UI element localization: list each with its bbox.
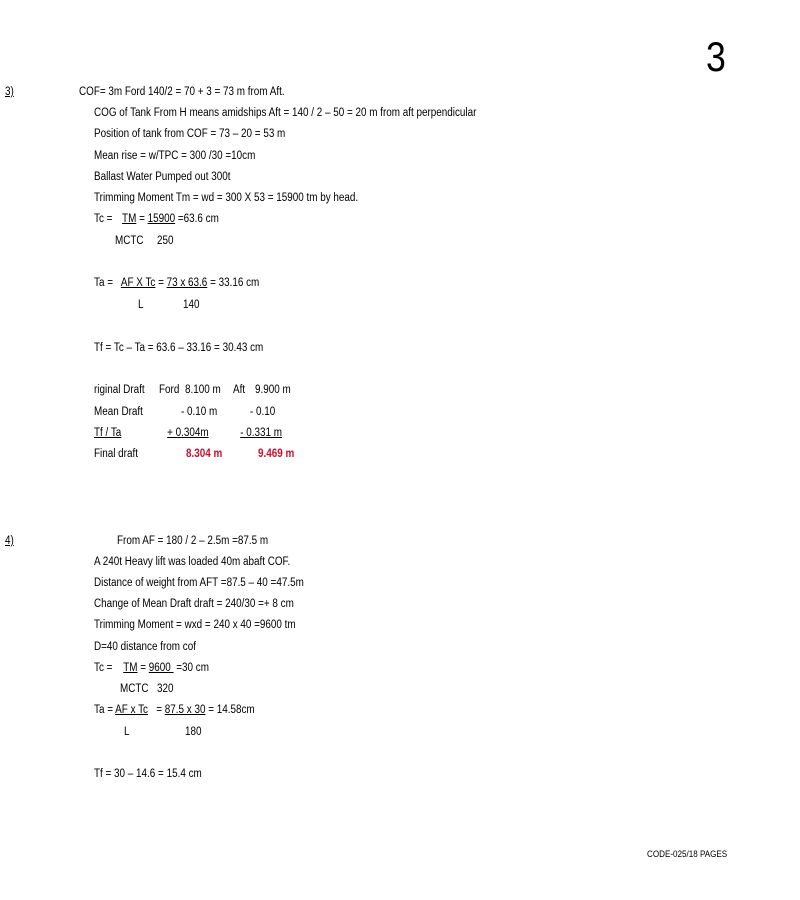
- draft-row1-aft-label: Aft: [233, 384, 246, 396]
- draft-row1-ford: 8.100 m: [185, 384, 221, 396]
- question-3-number: 3): [5, 86, 14, 98]
- q3-line-6: Trimming Moment Tm = wd = 300 X 53 = 15900 tm by head.: [94, 192, 359, 204]
- q4-ta-den-value: 180: [185, 726, 202, 738]
- draft-row3-ford: + 0.304m: [167, 427, 209, 439]
- q4-ta-prefix: Ta =: [94, 704, 116, 716]
- draft-row4-aft: 9.469 m: [258, 448, 295, 460]
- draft-row2-aft: - 0.10: [250, 406, 276, 418]
- q4-tf-line: Tf = 30 – 14.6 = 15.4 cm: [94, 768, 202, 780]
- q4-ta-den-l: L: [124, 726, 130, 738]
- q3-line-3: Position of tank from COF = 73 – 20 = 53 m: [94, 128, 286, 140]
- q3-tc-den-value: 250: [157, 235, 174, 247]
- draft-row1-aft: 9.900 m: [255, 384, 291, 396]
- q3-tc-prefix: Tc =: [94, 213, 116, 225]
- q4-line-3: Distance of weight from AFT =87.5 – 40 =47.5m: [94, 577, 304, 589]
- draft-row1-label: riginal Draft: [94, 384, 145, 396]
- q3-tc-result: =63.6 cm: [175, 213, 219, 225]
- page-number: 3: [706, 33, 726, 80]
- draft-row2-label: Mean Draft: [94, 406, 143, 418]
- q4-ta-formula: [94, 703, 255, 717]
- q3-ta-value: 73 x 63.6: [166, 277, 208, 289]
- q3-ta-formula: [94, 276, 259, 290]
- q3-tf-line: Tf = Tc – Ta = 63.6 – 33.16 = 30.43 cm: [94, 342, 264, 354]
- page-footer-code: CODE-025/18 PAGES: [647, 849, 728, 860]
- q3-ta-result: = 33.16 cm: [207, 277, 260, 289]
- draft-row3: [94, 426, 300, 440]
- q3-line-2: COG of Tank From H means amidships Aft = 140 / 2 – 50 = 20 m from aft perpendicular: [94, 107, 477, 119]
- q4-line-2: A 240t Heavy lift was loaded 40m abaft COF.: [94, 556, 291, 568]
- q4-tc-den-mctc: MCTC: [120, 683, 149, 695]
- q4-tc-den-value: 320: [157, 683, 174, 695]
- q3-tc-den-mctc: MCTC: [115, 235, 144, 247]
- q4-line-5: Trimming Moment = wxd = 240 x 40 =9600 tm: [94, 619, 296, 631]
- q3-ta-den-l: L: [138, 299, 144, 311]
- question-4-number: 4): [5, 535, 14, 547]
- q3-line-5: Ballast Water Pumped out 300t: [94, 171, 231, 183]
- draft-row4-label: Final draft: [94, 448, 138, 460]
- q3-line-4: Mean rise = w/TPC = 300 /30 =10cm: [94, 150, 256, 162]
- q3-ta-numerator: AF X Tc: [120, 277, 156, 289]
- q4-line-1: From AF = 180 / 2 – 2.5m =87.5 m: [117, 535, 269, 547]
- q3-tc-equals: =: [136, 213, 148, 225]
- q4-tc-numerator: TM: [123, 662, 138, 674]
- q4-tc-prefix: Tc =: [94, 662, 124, 674]
- q4-ta-value: 87.5 x 30: [164, 704, 206, 716]
- draft-row2-ford: - 0.10 m: [181, 406, 218, 418]
- q4-tc-formula: [94, 661, 209, 675]
- q3-line-1: COF= 3m Ford 140/2 = 70 + 3 = 73 m from Aft.: [79, 86, 285, 98]
- draft-row1-ford-label: Ford: [159, 384, 180, 396]
- q4-tc-result: =30 cm: [173, 662, 209, 674]
- q4-tc-value: 9600: [148, 662, 174, 674]
- q4-ta-equals: =: [147, 704, 165, 716]
- q4-line-4: Change of Mean Draft draft = 240/30 =+ 8 cm: [94, 598, 294, 610]
- q4-tc-equals: =: [137, 662, 149, 674]
- q3-tc-formula: [94, 212, 219, 226]
- q3-tc-value: 15900: [147, 213, 176, 225]
- q4-ta-result: = 14.58cm: [205, 704, 255, 716]
- q3-ta-den-value: 140: [183, 299, 200, 311]
- q4-line-6: D=40 distance from cof: [94, 641, 196, 653]
- q3-tc-numerator: TM: [122, 213, 137, 225]
- q3-ta-equals: =: [155, 277, 167, 289]
- q4-ta-numerator: AF x Tc: [115, 704, 148, 716]
- draft-row3-label: Tf / Ta: [94, 427, 122, 439]
- draft-row4-ford: 8.304 m: [186, 448, 223, 460]
- draft-row3-aft: - 0.331 m: [240, 427, 282, 439]
- q3-ta-prefix: Ta =: [94, 277, 116, 289]
